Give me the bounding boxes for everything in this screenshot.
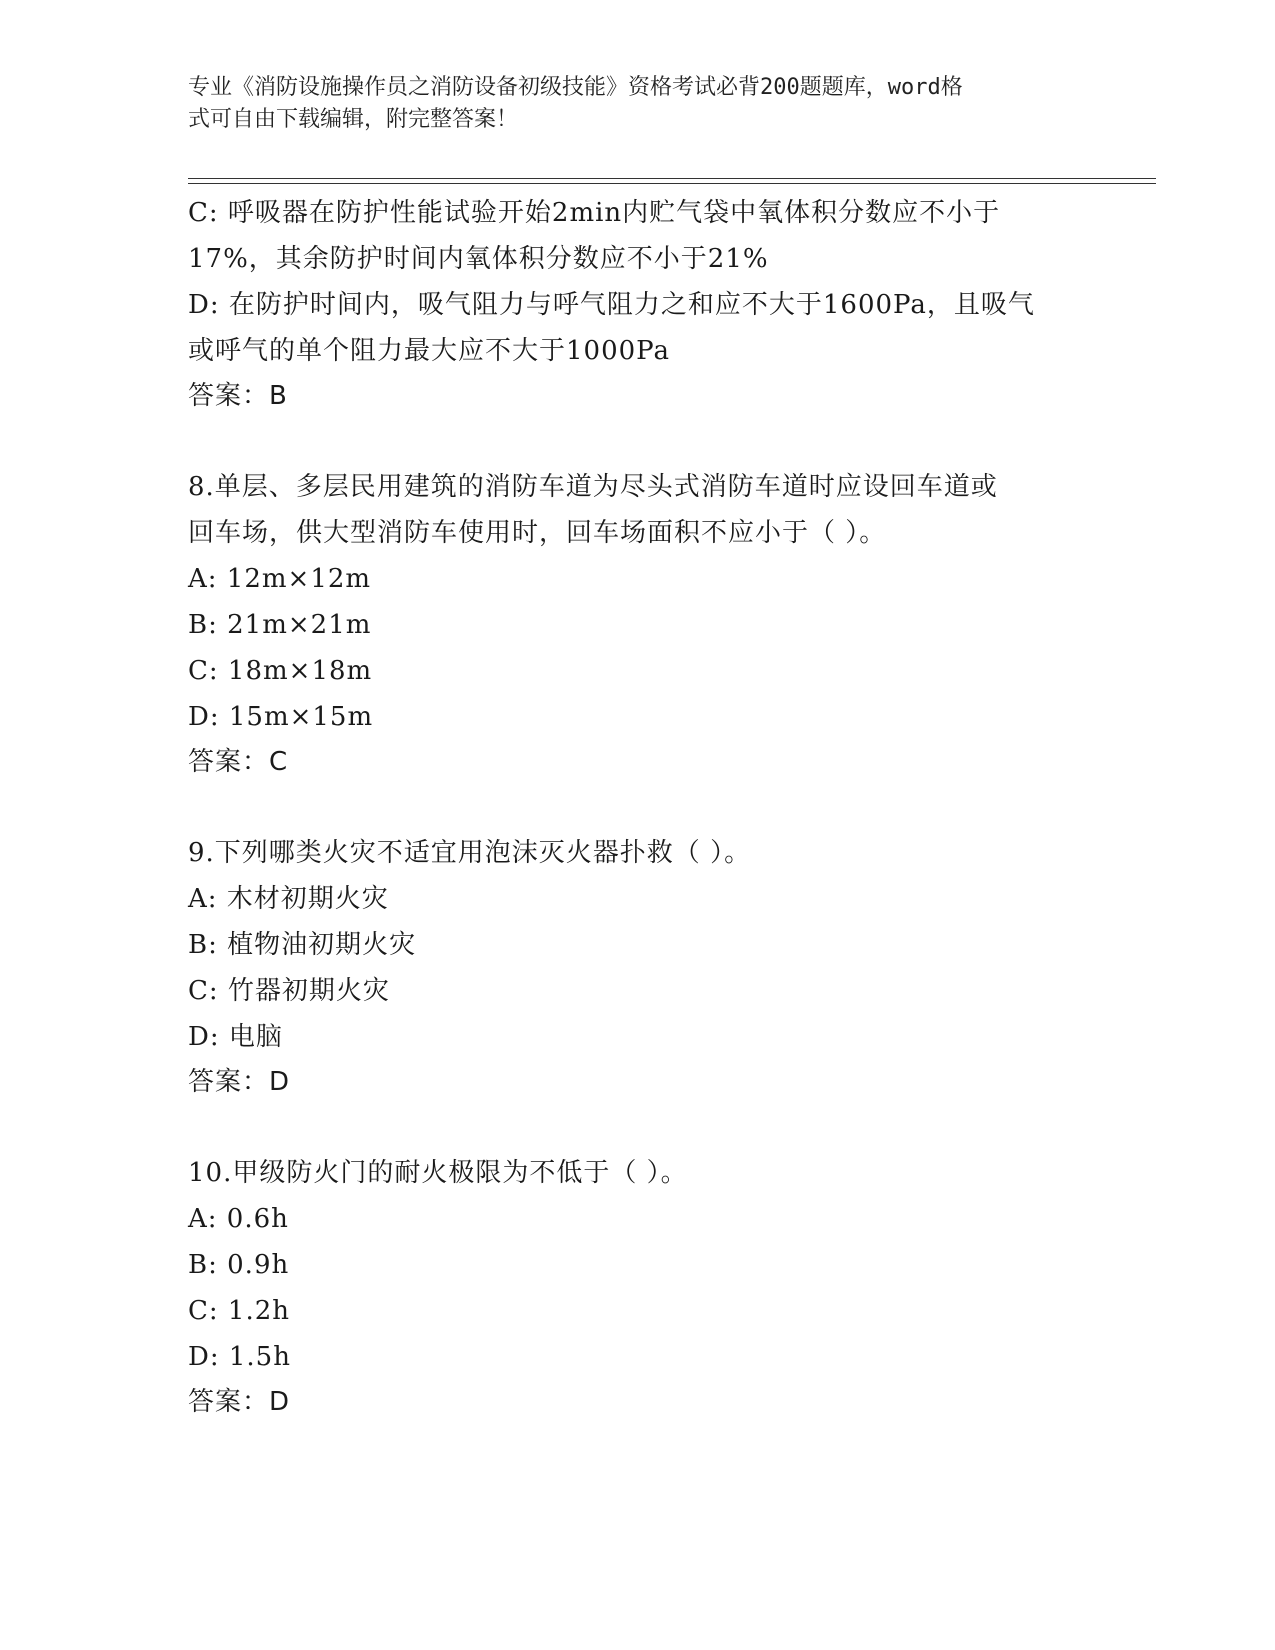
question-stem-line-1: 8.单层、多层民用建筑的消防车道为尽头式消防车道时应设回车道或 [188, 472, 998, 502]
option-d: D: 15m×15m [188, 702, 374, 732]
option-d: D: 电脑 [188, 1022, 283, 1052]
header-line-1: 专业《消防设施操作员之消防设备初级技能》资格考试必背200题题库，word格 [188, 75, 963, 100]
option-a: A: 木材初期火灾 [188, 884, 389, 914]
option-d: D: 1.5h [188, 1342, 291, 1372]
answer: 答案：D [188, 1067, 291, 1097]
option-c: C: 1.2h [188, 1296, 291, 1326]
option-a: A: 0.6h [188, 1204, 289, 1234]
option-d-line-1: D: 在防护时间内，吸气阻力与呼气阻力之和应不大于1600Pa，且吸气 [188, 290, 1035, 320]
answer: 答案：C [188, 747, 289, 777]
question-stem: 9.下列哪类火灾不适宜用泡沫灭火器扑救（ ）。 [188, 838, 752, 868]
header-divider-top [188, 178, 1156, 179]
option-c-line-2: 17%，其余防护时间内氧体积分数应不小于21% [188, 244, 769, 274]
option-d-line-2: 或呼气的单个阻力最大应不大于1000Pa [188, 336, 670, 366]
answer: 答案：B [188, 381, 288, 411]
header-line-2: 式可自由下载编辑，附完整答案！ [188, 107, 519, 132]
question-list [188, 190, 1088, 1424]
option-b: B: 0.9h [188, 1250, 290, 1280]
option-b: B: 21m×21m [188, 610, 372, 640]
option-c: C: 竹器初期火灾 [188, 976, 390, 1006]
question-10 [188, 1150, 1088, 1424]
document-header [188, 72, 1088, 136]
question-7-continued [188, 190, 1088, 418]
question-stem-line-2: 回车场，供大型消防车使用时，回车场面积不应小于（ ）。 [188, 518, 887, 548]
header-divider-bottom [188, 183, 1156, 184]
option-c-line-1: C: 呼吸器在防护性能试验开始2min内贮气袋中氧体积分数应不小于 [188, 198, 1001, 228]
question-8 [188, 464, 1088, 784]
spacer [188, 784, 1088, 830]
option-c: C: 18m×18m [188, 656, 373, 686]
spacer [188, 418, 1088, 464]
question-stem: 10.甲级防火门的耐火极限为不低于（ ）。 [188, 1158, 688, 1188]
answer: 答案：D [188, 1387, 291, 1417]
option-b: B: 植物油初期火灾 [188, 930, 417, 960]
spacer [188, 1104, 1088, 1150]
question-9 [188, 830, 1088, 1104]
option-a: A: 12m×12m [188, 564, 372, 594]
